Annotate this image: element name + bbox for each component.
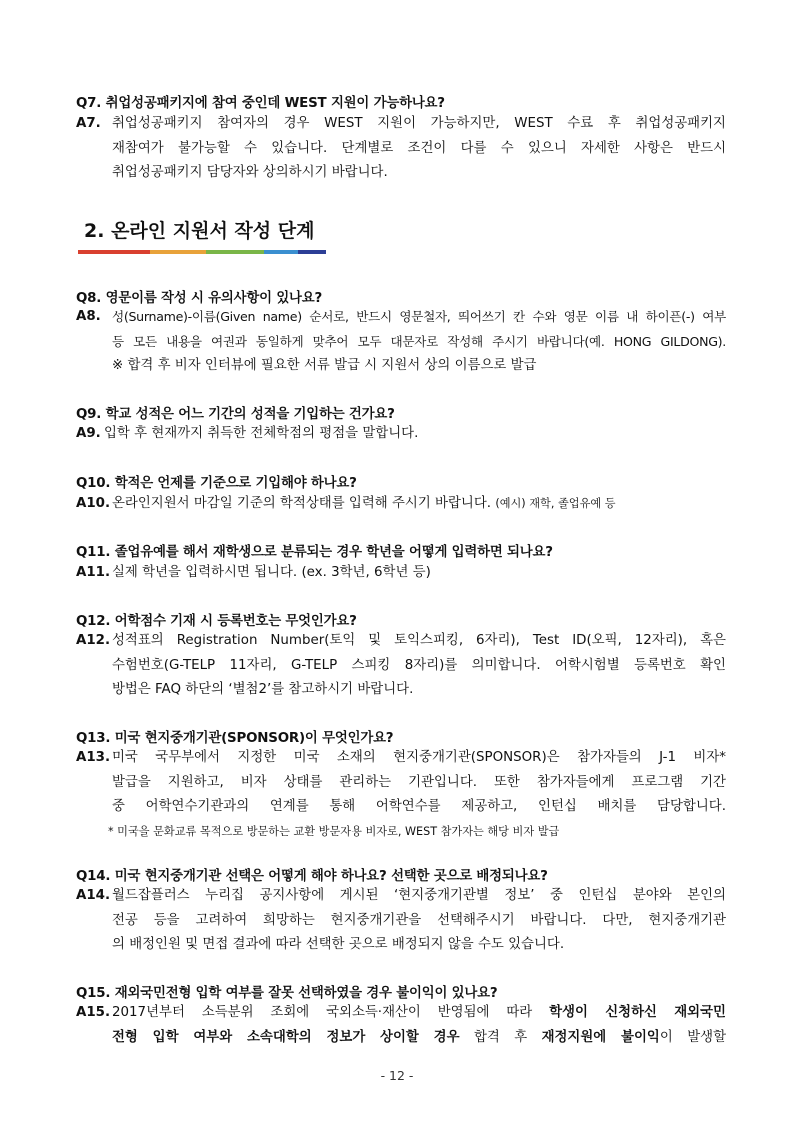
- answer-line: 중 어학연수기관과의 연계를 통해 어학연수를 제공하고, 인턴십 배치를 담당합니다.: [112, 799, 726, 814]
- answer-9: [76, 422, 726, 447]
- answer-11: [76, 561, 726, 586]
- answer-line: 성적표의 Registration Number(토익 및 토익스피킹, 6자리), Test ID(오픽, 12자리), 혹은: [112, 633, 726, 648]
- answer-line: 재참여가 불가능할 수 있습니다. 단계별로 조건이 다를 수 있으니 자세한 사항은 반드시: [112, 140, 726, 156]
- answer-line: 입학 후 현재까지 취득한 전체학점의 평점을 말합니다.: [104, 426, 419, 441]
- answer-line: 취업성공패키지 담당자와 상의하시기 바랍니다.: [112, 165, 388, 180]
- answer-line: 의 배정인원 및 면접 결과에 따라 선택한 곳으로 배정되지 않을 수도 있습니다.: [112, 937, 565, 952]
- answer-footnote: * 미국을 문화교류 목적으로 방문하는 교환 방문자용 비자로, WEST 참가자는 해당 비자 발급: [108, 824, 560, 838]
- question-15: Q15. 재외국민전형 입학 여부를 잘못 선택하였을 경우 불이익이 있나요?: [76, 986, 498, 1001]
- answer-text: 온라인지원서 마감일 기준의 학적상태를 입력해 주시기 바랍니다.: [112, 496, 492, 511]
- question-13: Q13. 미국 현지중개기관(SPONSOR)이 무엇인가요?: [76, 731, 394, 746]
- question-10: Q10. 학적은 언제를 기준으로 기입해야 하나요?: [76, 476, 357, 491]
- answer-label: A7.: [76, 116, 101, 131]
- answer-line: [112, 1026, 726, 1051]
- question-11: Q11. 졸업유예를 해서 재학생으로 분류되는 경우 학년을 어떻게 입력하면 되나요?: [76, 545, 553, 560]
- question-7: Q7. 취업성공패키지에 참여 중인데 WEST 지원이 가능하나요?: [76, 96, 445, 111]
- answer-13: [76, 746, 726, 844]
- answer-8: [76, 305, 726, 379]
- answer-note: ※ 합격 후 비자 인터뷰에 필요한 서류 발급 시 지원서 상의 이름으로 발급: [112, 358, 537, 373]
- answer-emphasis: 학생이 신청하신 재외국민: [549, 1005, 726, 1020]
- answer-label: A12.: [76, 633, 111, 648]
- section-number: 2.: [84, 220, 105, 242]
- answer-emphasis: 재정지원에 불이익: [541, 1029, 660, 1045]
- answer-line: 월드잡플러스 누리집 공지사항에 게시된 ‘현지중개기관별 정보’ 중 인턴십 분야와 본인의: [112, 888, 726, 903]
- answer-text: 이 발생할: [659, 1029, 727, 1045]
- answer-line: 방법은 FAQ 하단의 ‘별첨2’를 참고하시기 바랍니다.: [112, 682, 414, 697]
- answer-label: A10.: [76, 496, 111, 511]
- answer-text: 2017년부터 소득분위 조회에 국외소득·재산이 반영됨에 따라: [112, 1005, 550, 1020]
- answer-line: 취업성공패키지 참여자의 경우 WEST 지원이 가능하지만, WEST 수료 후 취업성공패키지: [112, 116, 726, 131]
- answer-label: A8.: [76, 309, 101, 324]
- answer-14: [76, 884, 726, 958]
- answer-line: 등 모든 내용을 여권과 동일하게 맞추어 모두 대문자로 작성해 주시기 바랍니다(예. HONG GILDONG).: [112, 333, 726, 349]
- answer-emphasis: 전형 입학 여부와 소속대학의 정보가 상이할 경우: [112, 1029, 460, 1045]
- answer-12: [76, 629, 726, 703]
- answer-example: (예시) 재학, 졸업유예 등: [495, 497, 616, 510]
- section-underline-navy: [298, 250, 326, 254]
- question-12: Q12. 어학점수 기재 시 등록번호는 무엇인가요?: [76, 614, 357, 629]
- answer-label: A11.: [76, 565, 111, 580]
- section-title: 온라인 지원서 작성 단계: [111, 220, 315, 242]
- answer-line: 전공 등을 고려하여 희망하는 현지중개기관을 선택해주시기 바랍니다. 다만, 현지중개기관: [112, 912, 726, 928]
- section-underline-orange: [150, 250, 206, 254]
- answer-label: A13.: [76, 750, 111, 765]
- answer-line: [112, 492, 726, 517]
- question-8: Q8. 영문이름 작성 시 유의사항이 있나요?: [76, 291, 323, 306]
- section-underline-red: [78, 250, 150, 254]
- answer-line: 실제 학년을 입력하시면 됩니다. (ex. 3학년, 6학년 등): [112, 565, 431, 580]
- answer-10: [76, 492, 726, 517]
- answer-line: 미국 국무부에서 지정한 미국 소재의 현지중개기관(SPONSOR)은 참가자들의 J-1 비자*: [112, 750, 726, 765]
- answer-label: A15.: [76, 1005, 111, 1020]
- question-14: Q14. 미국 현지중개기관 선택은 어떻게 해야 하나요? 선택한 곳으로 배정되나요?: [76, 869, 548, 884]
- answer-label: A9.: [76, 426, 101, 441]
- answer-7: [76, 112, 726, 186]
- answer-label: A14.: [76, 888, 111, 903]
- page-number: - 12 -: [380, 1068, 414, 1083]
- answer-line: 발급을 지원하고, 비자 상태를 관리하는 기관입니다. 또한 참가자들에게 프로그램 기간: [112, 774, 726, 790]
- question-9: Q9. 학교 성적은 어느 기간의 성적을 기입하는 건가요?: [76, 407, 395, 422]
- answer-line: 성(Surname)-이름(Given name) 순서로, 반드시 영문철자, 띄어쓰기 칸 수와 영문 이름 내 하이픈(-) 여부: [112, 309, 726, 324]
- answer-15: [76, 1001, 726, 1050]
- section-underline-green: [206, 250, 264, 254]
- section-underline-blue: [264, 250, 298, 254]
- answer-line: [112, 1001, 726, 1026]
- answer-line: 수험번호(G-TELP 11자리, G-TELP 스피킹 8자리)를 의미합니다. 어학시험별 등록번호 확인: [112, 657, 726, 673]
- section-heading: [84, 216, 314, 243]
- answer-text: 합격 후: [459, 1029, 542, 1045]
